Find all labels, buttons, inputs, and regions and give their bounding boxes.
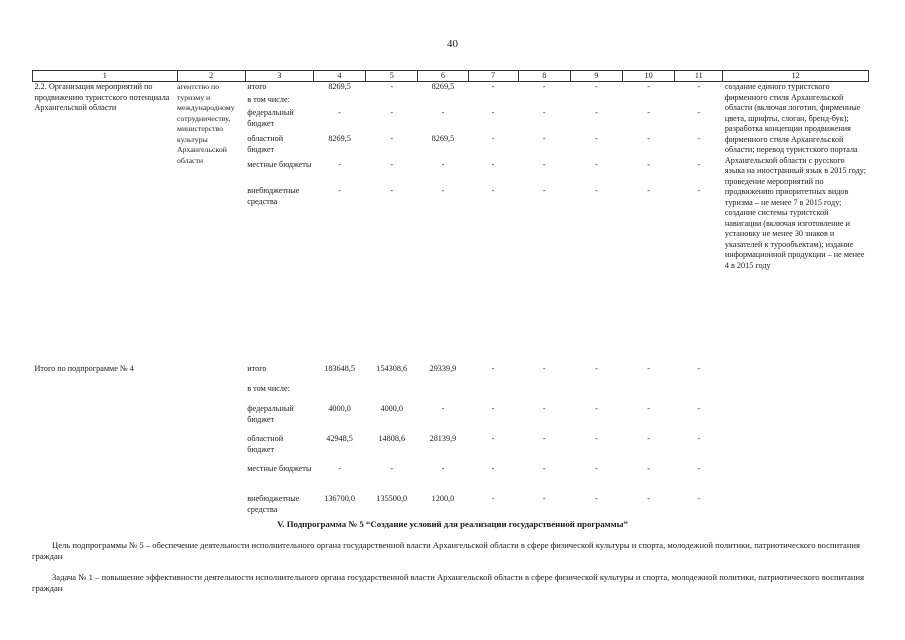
amount: 4000,0 — [328, 404, 351, 413]
amount: - — [647, 108, 650, 117]
column-number: 3 — [245, 71, 313, 82]
amount: - — [595, 186, 598, 195]
amount: - — [595, 464, 598, 473]
amount — [677, 95, 721, 108]
amount: - — [647, 494, 650, 503]
amount: 8269,5 — [431, 134, 455, 143]
amount: - — [491, 108, 495, 117]
amount: - — [697, 134, 701, 143]
amount — [520, 384, 568, 404]
amount: - — [647, 434, 650, 443]
amount — [420, 384, 466, 404]
year-cell — [675, 350, 723, 515]
amount — [315, 384, 363, 404]
amount — [625, 384, 673, 404]
amount: - — [697, 494, 701, 503]
source-cell — [245, 350, 313, 515]
amount: - — [441, 160, 445, 169]
amount: - — [647, 134, 650, 143]
funding-table — [32, 70, 869, 515]
amount: - — [338, 186, 341, 195]
amount: - — [697, 160, 701, 169]
year-cell — [623, 82, 675, 351]
column-number: 4 — [313, 71, 365, 82]
year-cell — [418, 82, 468, 351]
amount: - — [542, 494, 546, 503]
column-number: 12 — [723, 71, 869, 82]
amount: - — [595, 108, 598, 117]
amount: 8269,5 — [328, 134, 351, 143]
amount: - — [595, 434, 598, 443]
year-cell — [418, 350, 468, 515]
amount: - — [390, 464, 394, 473]
column-number: 2 — [177, 71, 245, 82]
funding-source: внебюджетные средства — [247, 494, 300, 514]
funding-source: итого — [247, 82, 267, 91]
amount: 8269,5 — [431, 82, 455, 91]
funding-source: местные бюджеты — [247, 464, 312, 473]
year-cell — [570, 82, 622, 351]
amount: - — [647, 464, 650, 473]
total-row — [33, 350, 869, 515]
amount: - — [542, 464, 546, 473]
amount: - — [647, 160, 650, 169]
amount: 154308,6 — [376, 364, 408, 373]
funding-source: в том числе: — [247, 384, 290, 393]
amount: - — [697, 404, 701, 413]
task-paragraph: Задача № 1 – повышение эффективности деятельности исполнительного органа государственной власти Архангельской области в сфере физической культуры и спорта, молодежной политики, патриотического воспитания граждан — [32, 572, 865, 593]
column-number: 11 — [675, 71, 723, 82]
column-number: 8 — [518, 71, 570, 82]
amount: - — [595, 364, 598, 373]
amount: - — [390, 108, 394, 117]
column-number-row — [33, 71, 869, 82]
amount: - — [491, 364, 495, 373]
amount: - — [491, 134, 495, 143]
amount: - — [697, 464, 701, 473]
amount — [420, 95, 466, 108]
funding-source: местные бюджеты — [247, 160, 312, 169]
amount: 4000,0 — [380, 404, 403, 413]
amount — [625, 95, 673, 108]
year-cell — [623, 350, 675, 515]
amount: - — [542, 160, 546, 169]
amount: 28139,9 — [429, 434, 457, 443]
amount: 135500,0 — [376, 494, 408, 503]
amount: - — [542, 404, 546, 413]
amount: - — [647, 82, 650, 91]
amount: - — [441, 186, 445, 195]
column-number: 9 — [570, 71, 622, 82]
amount: - — [697, 82, 701, 91]
total-cell — [313, 82, 365, 351]
amount: - — [491, 434, 495, 443]
amount — [368, 384, 416, 404]
column-number: 7 — [468, 71, 518, 82]
funding-source: областной бюджет — [247, 134, 284, 154]
amount: 29339,9 — [429, 364, 457, 373]
amount: - — [595, 82, 598, 91]
amount: - — [542, 134, 546, 143]
funding-source: внебюджетные средства — [247, 186, 300, 206]
column-number: 5 — [366, 71, 418, 82]
column-number: 1 — [33, 71, 178, 82]
amount: - — [595, 494, 598, 503]
funding-source: в том числе: — [247, 95, 290, 104]
amount — [677, 384, 721, 404]
amount: - — [542, 434, 546, 443]
funding-source: федеральный бюджет — [247, 108, 294, 128]
amount — [470, 95, 516, 108]
section-title: V. Подпрограмма № 5 “Создание условий для реализации государственной программы” — [277, 519, 628, 529]
amount: - — [697, 364, 701, 373]
amount: 183648,5 — [324, 364, 355, 373]
amount — [572, 384, 620, 404]
amount: - — [491, 186, 495, 195]
amount: - — [338, 464, 341, 473]
amount: - — [390, 134, 394, 143]
executor-cell: агентство по туризму и международному сотрудничеству, министерство культуры Архангельской области — [177, 82, 235, 165]
amount — [315, 95, 363, 108]
amount: - — [390, 82, 394, 91]
amount — [520, 95, 568, 108]
goal-paragraph: Цель подпрограммы № 5 – обеспечение деятельности исполнительного органа государственной власти Архангельской области в сфере физической культуры и спорта, молодежной политики, патриотического воспитания граждан — [32, 540, 860, 561]
total-label: Итого по подпрограмме № 4 — [34, 364, 134, 373]
amount — [368, 95, 416, 108]
year-cell — [675, 82, 723, 351]
amount: - — [697, 108, 701, 117]
year-cell — [570, 350, 622, 515]
amount: - — [697, 186, 701, 195]
amount: - — [595, 160, 598, 169]
activity-row — [33, 82, 869, 351]
amount: - — [647, 186, 650, 195]
amount: 8269,5 — [328, 82, 351, 91]
column-number: 10 — [623, 71, 675, 82]
amount: - — [491, 404, 495, 413]
year-cell — [468, 350, 518, 515]
year-cell — [468, 82, 518, 351]
amount: 42948,5 — [326, 434, 353, 443]
amount: - — [595, 134, 598, 143]
amount: - — [441, 464, 445, 473]
amount — [470, 384, 516, 404]
amount: - — [390, 186, 394, 195]
funding-source: областной бюджет — [247, 434, 284, 454]
amount: - — [491, 494, 495, 503]
funding-source: итого — [247, 364, 267, 373]
amount: - — [542, 82, 546, 91]
column-number: 6 — [418, 71, 468, 82]
amount: - — [491, 464, 495, 473]
expected-results: создание единого туристского фирменного стиля Архангельской области (включая логотип, фирменные цвета, шрифты, слоган, бренд-бук); разработка концепции продвижения фирменного стиля Архангельской области; перевод туристского портала Архангельской области с русского языка на иностранный язык в 2015 году; проведение мероприятий по продвижению приоритетных видов туризма – не менее 7 в 2015 году; создание системы туристской навигации (включая изготовление и установку не менее 30 знаков и указателей к турообъектам); издание информационной продукции – не менее 4 в 2015 году — [724, 82, 867, 270]
amount: - — [441, 108, 445, 117]
page-number: 40 — [447, 38, 458, 50]
year-cell — [366, 350, 418, 515]
funding-source: федеральный бюджет — [247, 404, 294, 424]
year-cell — [518, 82, 570, 351]
amount: - — [390, 160, 394, 169]
amount — [572, 95, 620, 108]
amount: - — [491, 82, 495, 91]
amount: - — [441, 404, 445, 413]
amount: - — [595, 404, 598, 413]
amount: - — [647, 364, 650, 373]
amount: 14808,6 — [378, 434, 406, 443]
amount: - — [338, 108, 341, 117]
total-cell — [313, 350, 365, 515]
amount: - — [697, 434, 701, 443]
source-cell — [245, 82, 313, 351]
year-cell — [518, 350, 570, 515]
amount: - — [647, 404, 650, 413]
amount: - — [542, 364, 546, 373]
activity-name: 2.2. Организация мероприятий по продвижению туристского потенциала Архангельской области — [34, 82, 170, 112]
amount: - — [491, 160, 495, 169]
amount: 1200,0 — [431, 494, 455, 503]
amount: - — [542, 108, 546, 117]
amount: - — [542, 186, 546, 195]
year-cell — [366, 82, 418, 351]
amount: - — [338, 160, 341, 169]
amount: 136700,0 — [324, 494, 355, 503]
